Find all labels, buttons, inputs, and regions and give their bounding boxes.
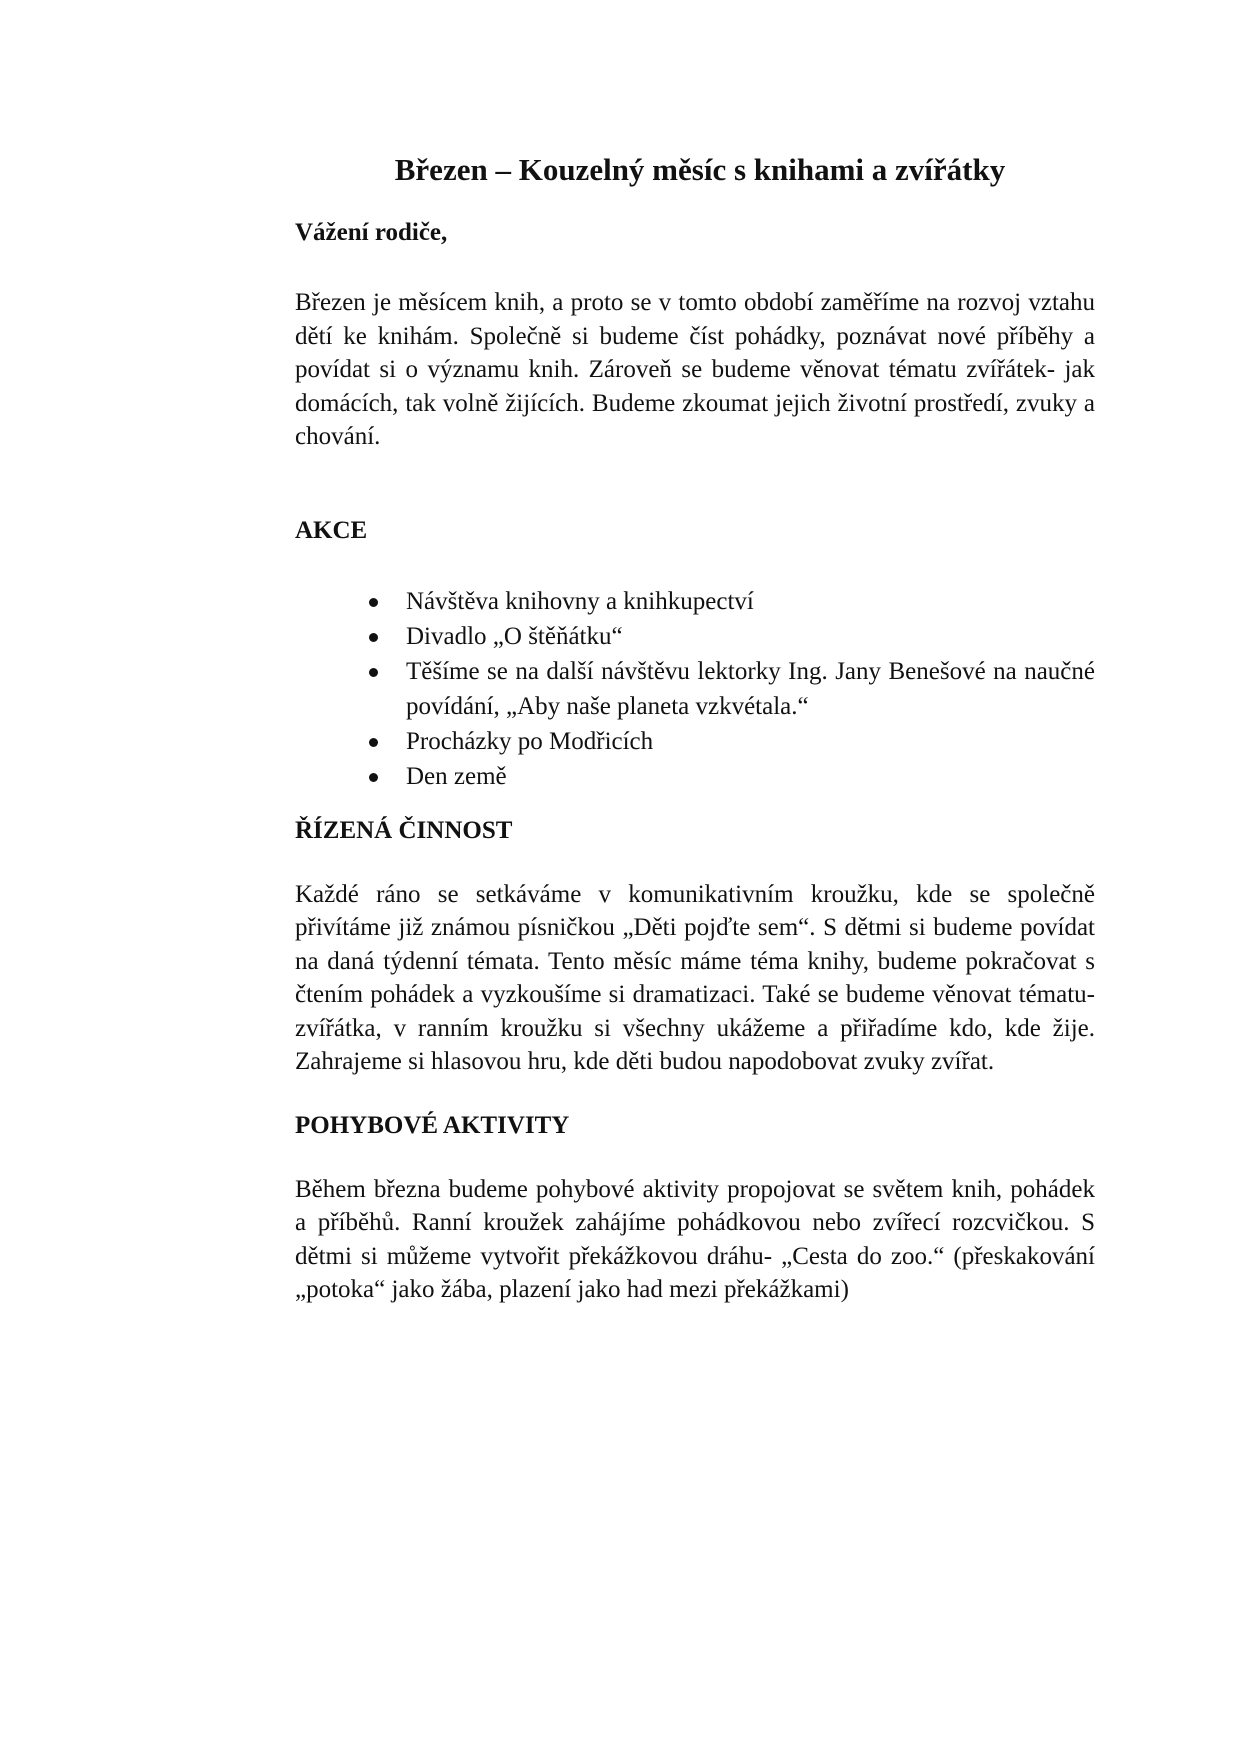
pohybove-aktivity-paragraph: Během března budeme pohybové aktivity propojovat se světem knih, pohádek a příběhů. Ranní kroužek zahájíme pohádkovou nebo zvířecí rozcvičkou. S dětmi si můžeme vytvořit překážkovou dráhu- „Cesta do zoo.“ (přeskakování „potoka“ jako žába, plazení jako had mezi překážkami) [295, 1175, 1095, 1303]
bullet-icon [369, 668, 378, 677]
list-item-text: Procházky po Modřicích [406, 727, 654, 755]
rizena-cinnost-paragraph: Každé ráno se setkáváme v komunikativním kroužku, kde se společně přivítáme již známou písničkou „Děti pojďte sem“. S dětmi si budeme povídat na daná týdenní témata. Tento měsíc máme téma knihy, budeme pokračovat s čtením pohádek a vyzkoušíme si dramatizaci. Také se budeme věnovat tématu- zvířátka, v ranním kroužku si všechny ukážeme a přiřadíme kdo, kde žije. Zahrajeme si hlasovou hru, kde děti budou napodobovat zvuky zvířat. [295, 880, 1095, 1075]
document-page [295, 150, 1095, 1307]
list-item [369, 584, 1095, 619]
bullet-icon [369, 773, 378, 782]
list-item-text: Divadlo „O štěňátku“ [406, 622, 623, 650]
document-title: Březen – Kouzelný měsíc s knihami a zvířátky [394, 152, 1006, 187]
bullet-icon [369, 633, 378, 642]
bullet-icon [369, 598, 378, 607]
intro-paragraph: Březen je měsícem knih, a proto se v tomto období zaměříme na rozvoj vztahu dětí ke knihám. Společně si budeme číst pohádky, poznávat nové příběhy a povídat si o významu knih. Zároveň se budeme věnovat tématu zvířátek- jak domácích, tak volně žijících. Budeme zkoumat jejich životní prostředí, zvuky a chování. [295, 289, 1095, 450]
list-item [369, 654, 1095, 724]
bullet-icon [369, 738, 378, 747]
list-item-text: Den země [406, 762, 507, 790]
akce-list [295, 584, 1095, 794]
list-item [369, 619, 1095, 654]
list-item [369, 759, 1095, 794]
section-heading-rizena-cinnost: ŘÍZENÁ ČINNOST [295, 816, 513, 844]
salutation: Vážení rodiče, [295, 219, 448, 246]
list-item-text: Těšíme se na další návštěvu lektorky Ing. Jany Benešové na naučné povídání, „Aby naše planeta vzkvétala.“ [406, 657, 1095, 720]
section-heading-akce: AKCE [295, 516, 368, 544]
list-item-text: Návštěva knihovny a knihkupectví [406, 587, 754, 615]
section-heading-pohybove-aktivity: POHYBOVÉ AKTIVITY [295, 1111, 570, 1139]
list-item [369, 724, 1095, 759]
